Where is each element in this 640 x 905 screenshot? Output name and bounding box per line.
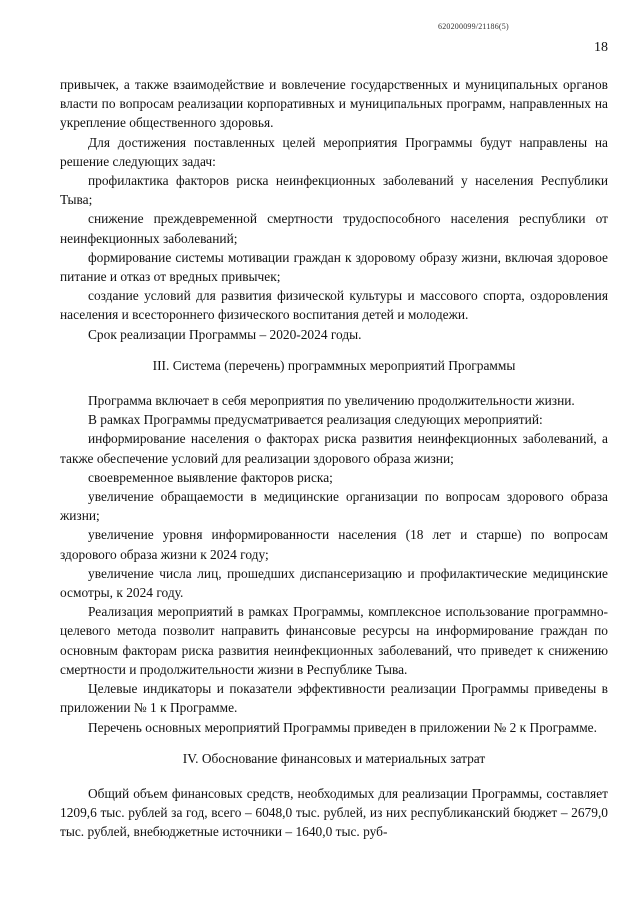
list-item: снижение преждевременной смертности трудоспособного населения республики от неинфекционных заболеваний;: [60, 211, 608, 246]
list-item: увеличение числа лиц, прошедших диспансеризацию и профилактические медицинские осмотры, к 2024 году.: [60, 565, 608, 601]
paragraph: Программа включает в себя мероприятия по увеличению продолжительности жизни.: [88, 393, 575, 409]
list-item: профилактика факторов риска неинфекционных заболеваний у населения Республики Тыва;: [60, 173, 608, 208]
section-heading: III. Система (перечень) программных мероприятий Программы: [152, 357, 516, 373]
document-id: 620200099/21186(5): [438, 22, 509, 31]
paragraph: Общий объем финансовых средств, необходимых для реализации Программы, составляет 1209,6 тыс. рублей за год, всего – 6048,0 тыс. рублей, из них республиканский бюджет – 2679,0 тыс. рублей, внебюджетные источники – 1640,0 тыс. руб-: [60, 785, 608, 840]
paragraph: Перечень основных мероприятий Программы приведен в приложении № 2 к Программе.: [88, 719, 597, 735]
paragraph: Целевые индикаторы и показатели эффективности реализации Программы приведены в приложении № 1 к Программе.: [60, 681, 608, 716]
list-item: создание условий для развития физической культуры и массового спорта, оздоровления населения и всестороннего физического воспитания детей и молодежи.: [60, 288, 608, 323]
list-item: своевременное выявление факторов риска;: [88, 469, 333, 485]
list-item: увеличение уровня информированности населения (18 лет и старше) по вопросам здорового образа жизни к 2024 году;: [60, 527, 608, 562]
list-item: формирование системы мотивации граждан к здоровому образу жизни, включая здоровое питание и отказ от вредных привычек;: [60, 249, 608, 285]
paragraph: В рамках Программы предусматривается реализация следующих мероприятий:: [88, 412, 543, 428]
paragraph: Реализация мероприятий в рамках Программы, комплексное использование программно-целевого метода позволит направить финансовые ресурсы на информирование граждан по основным факторам риска развития неинфекционных заболеваний, что приведет к снижению смертности и продолжительности жизни в Республике Тыва.: [60, 604, 608, 677]
list-item: увеличение обращаемости в медицинские организации по вопросам здорового образа жизни;: [60, 489, 608, 524]
document-body: [60, 75, 608, 842]
list-item: информирование населения о факторах риска развития неинфекционных заболеваний, а также обеспечение условий для реализации здорового образа жизни;: [60, 431, 608, 466]
paragraph: Для достижения поставленных целей мероприятия Программы будут направлены на решение следующих задач:: [60, 134, 608, 169]
section-heading: IV. Обоснование финансовых и материальных затрат: [182, 750, 486, 766]
page-number: 18: [594, 40, 608, 55]
paragraph: Срок реализации Программы – 2020-2024 годы.: [88, 326, 362, 342]
paragraph: привычек, а также взаимодействие и вовлечение государственных и муниципальных органов власти по вопросам реализации корпоративных и муниципальных программ, направленных на укрепление общественного здоровья.: [60, 77, 608, 131]
